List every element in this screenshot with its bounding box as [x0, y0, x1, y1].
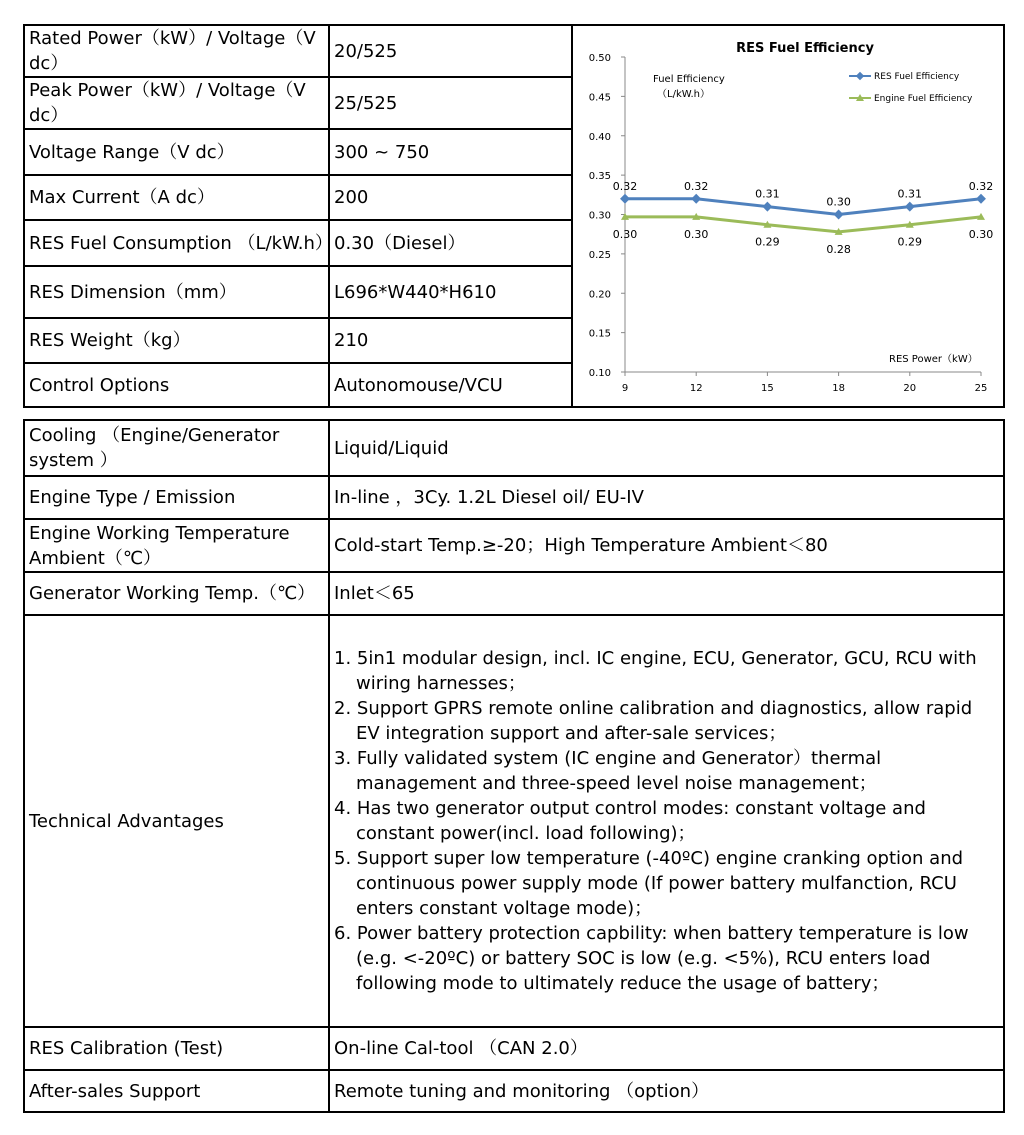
data-label: 0.30: [968, 227, 994, 241]
y-tick-label: 0.30: [588, 210, 611, 222]
spec-value: In-line ，3Cy. 1.2L Diesel oil/ EU-IV: [329, 476, 1004, 519]
legend-label: Engine Fuel Efficiency: [874, 94, 973, 104]
x-tick-label: 15: [761, 383, 774, 394]
y-tick-label: 0.25: [588, 249, 611, 261]
x-tick-label: 12: [689, 383, 703, 394]
spec-label: Rated Power（kW）/ Voltage（V dc）: [24, 25, 329, 77]
spec-value: 20/525: [329, 25, 572, 77]
x-tick-label: 20: [903, 383, 917, 394]
top-spec-table: [23, 24, 1005, 408]
list-item: 6. Power battery protection capbility: when battery temperature is low (e.g. <-20ºC) or battery SOC is low (e.g. <5%), RCU enters load following mode to ultimately reduce the usage of battery；: [334, 923, 969, 994]
technical-advantages-cell: [329, 615, 1004, 1027]
table-row: [24, 615, 1004, 1027]
spec-label: Cooling （Engine/Generator system ）: [24, 420, 329, 476]
data-point: [905, 202, 915, 212]
list-item: 4. Has two generator output control modes: constant voltage and constant power(incl. load following)；: [334, 798, 926, 844]
spec-label: Engine Type / Emission: [24, 476, 329, 519]
y-axis-label-line2: （L/kW.h）: [657, 89, 710, 100]
data-label: 0.30: [612, 227, 638, 241]
spec-value: 0.30（Diesel）: [329, 220, 572, 266]
data-label: 0.32: [683, 179, 709, 193]
data-label: 0.32: [968, 179, 994, 193]
spec-value: Liquid/Liquid: [329, 420, 1004, 476]
table-row: [24, 519, 1004, 572]
spec-label: Voltage Range（V dc）: [24, 129, 329, 175]
spec-value: Inlet＜65: [329, 572, 1004, 615]
spec-value: 200: [329, 175, 572, 220]
list-item: 3. Fully validated system (IC engine and Generator）thermal management and three-speed level noise management；: [334, 748, 882, 794]
technical-advantages-list: [334, 646, 999, 996]
x-tick-labels: [622, 383, 988, 394]
spec-value: 300 ~ 750: [329, 129, 572, 175]
list-item: 1. 5in1 modular design, incl. IC engine, ECU, Generator, GCU, RCU with wiring harnesses；: [334, 648, 977, 694]
data-label: 0.30: [683, 227, 709, 241]
data-point: [691, 194, 701, 204]
y-tick-label: 0.40: [588, 131, 611, 143]
spec-value: 210: [329, 318, 572, 363]
spec-value: Cold-start Temp.≥-20；High Temperature Ambient＜80: [329, 519, 1004, 572]
data-label: 0.29: [755, 235, 780, 249]
table-row: [24, 420, 1004, 476]
spec-label: Engine Working Temperature Ambient（℃）: [24, 519, 329, 572]
x-axis-label: RES Power（kW）: [889, 354, 978, 365]
spec-value: Autonomouse/VCU: [329, 363, 572, 407]
y-tick-label: 0.50: [588, 53, 611, 64]
spec-label: RES Weight（kg）: [24, 318, 329, 363]
list-item: 5. Support super low temperature (-40ºC) engine cranking option and continuous power supply mode (If power battery mulfanction, RCU enters constant voltage mode)；: [334, 848, 964, 919]
spec-label: RES Fuel Consumption （L/kW.h）: [24, 220, 329, 266]
y-tick-label: 0.10: [588, 368, 611, 379]
fuel-efficiency-chart: [573, 28, 1003, 404]
table-row: [24, 476, 1004, 519]
spec-label: Control Options: [24, 363, 329, 407]
spec-label: Peak Power（kW）/ Voltage（V dc）: [24, 77, 329, 129]
spec-label: Generator Working Temp.（℃）: [24, 572, 329, 615]
spec-label: Technical Advantages: [24, 615, 329, 1027]
series-line: [625, 217, 981, 232]
table-row: [24, 572, 1004, 615]
data-point: [620, 194, 630, 204]
legend-marker: [856, 72, 864, 80]
x-tick-label: 18: [832, 383, 845, 394]
chart-cell: [572, 25, 1004, 407]
chart-series: [613, 180, 994, 256]
data-label: 0.32: [612, 179, 638, 193]
data-label: 0.28: [826, 242, 851, 256]
table-row: [24, 1070, 1004, 1112]
y-tick-label: 0.20: [588, 289, 611, 301]
data-label: 0.30: [826, 195, 851, 209]
y-tick-label: 0.15: [588, 328, 611, 340]
spec-value: Remote tuning and monitoring （option）: [329, 1070, 1004, 1112]
legend-label: RES Fuel Efficiency: [874, 72, 960, 82]
spec-value: On-line Cal-tool （CAN 2.0）: [329, 1027, 1004, 1070]
y-tick-label: 0.35: [588, 171, 611, 183]
data-point: [834, 210, 844, 220]
data-label: 0.29: [897, 235, 923, 249]
bottom-spec-table: [23, 419, 1005, 1113]
chart-title: RES Fuel Efficiency: [736, 41, 874, 56]
y-tick-labels: [589, 53, 611, 379]
spec-label: Max Current（A dc）: [24, 175, 329, 220]
data-label: 0.31: [897, 187, 923, 201]
chart-legend: [849, 72, 973, 104]
x-tick-label: 25: [974, 383, 988, 394]
data-point: [976, 194, 986, 204]
spec-label: RES Calibration (Test): [24, 1027, 329, 1070]
spec-value: L696*W440*H610: [329, 266, 572, 318]
y-tick-label: 0.45: [588, 92, 611, 104]
data-label: 0.31: [755, 187, 780, 201]
series-line: [625, 199, 981, 215]
spec-label: After-sales Support: [24, 1070, 329, 1112]
table-row: [24, 1027, 1004, 1070]
table-row: [24, 25, 1004, 77]
data-point: [762, 202, 772, 212]
spec-value: 25/525: [329, 77, 572, 129]
spec-label: RES Dimension（mm）: [24, 266, 329, 318]
list-item: 2. Support GPRS remote online calibration and diagnostics, allow rapid EV integration support and after-sale services；: [334, 698, 973, 744]
y-axis-label-line1: Fuel Efficiency: [653, 74, 725, 85]
x-tick-label: 9: [621, 383, 629, 394]
